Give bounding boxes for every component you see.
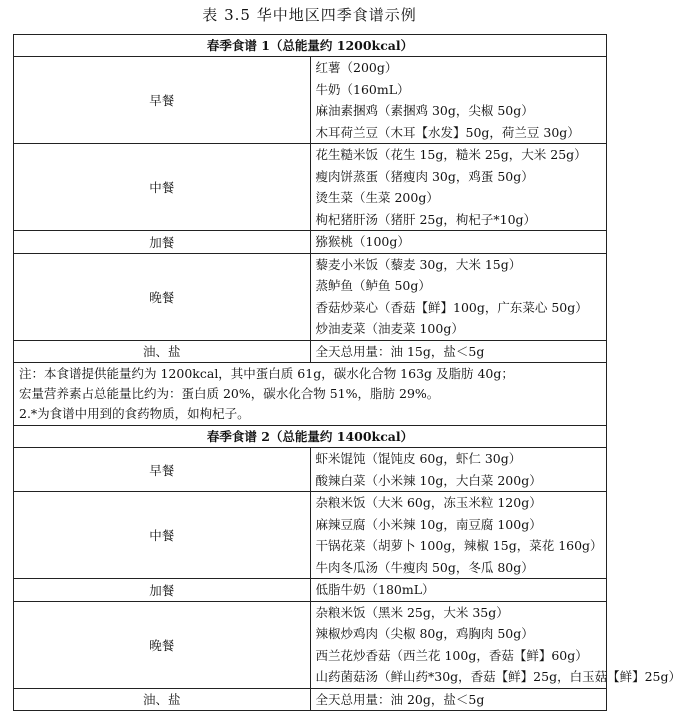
meal-item: 花生糙米饭（花生 15g，糙米 25g，大米 25g） xyxy=(315,147,587,162)
meal-item: 杂粮米饭（大米 60g，冻玉米粒 120g） xyxy=(315,495,542,510)
meal-name: 加餐 xyxy=(14,579,311,602)
meal-item: 藜麦小米饭（藜麦 30g，大米 15g） xyxy=(315,256,522,272)
note-line: 注：本食谱提供能量约为 1200kcal，其中蛋白质 61g，碳水化合物 163g 及脂肪 40g； xyxy=(19,366,514,381)
meal-items xyxy=(310,340,607,363)
meal-item: 麻油素捆鸡（素捆鸡 30g，尖椒 50g） xyxy=(315,103,534,118)
meal-name: 晚餐 xyxy=(14,601,311,688)
meal-name: 早餐 xyxy=(14,57,311,144)
meal-name: 早餐 xyxy=(14,448,311,492)
meal-item: 杂粮米饭（黑米 25g，大米 35g） xyxy=(315,604,509,620)
meal-items xyxy=(310,144,607,231)
meal-item: 猕猴桃（100g） xyxy=(315,234,410,249)
meal-items xyxy=(310,231,607,254)
meal-item: 辣椒炒鸡肉（尖椒 80g，鸡胸肉 50g） xyxy=(315,626,534,641)
menu-table xyxy=(13,34,681,711)
meal-row xyxy=(14,601,607,688)
meal-item: 虾米馄饨（馄饨皮 60g，虾仁 30g） xyxy=(315,451,522,466)
meal-items xyxy=(310,492,607,579)
meal-item: 烫生菜（生菜 200g） xyxy=(315,190,439,205)
meal-name: 油、盐 xyxy=(14,340,311,363)
meal-name: 中餐 xyxy=(14,144,311,231)
note-line: 宏量营养素占总能量比约为：蛋白质 20%，碳水化合物 51%，脂肪 29%。 xyxy=(19,386,440,401)
meal-items xyxy=(310,688,607,711)
meal-item: 麻辣豆腐（小米辣 10g，南豆腐 100g） xyxy=(315,516,542,532)
meal-item: 枸杞猪肝汤（猪肝 25g，枸杞子*10g） xyxy=(315,211,537,227)
meal-item: 木耳荷兰豆（木耳【水发】50g，荷兰豆 30g） xyxy=(315,124,580,140)
meal-item: 全天总用量：油 15g，盐＜5g xyxy=(315,343,485,359)
meal-row xyxy=(14,231,607,254)
meal-item: 干锅花菜（胡萝卜 100g，辣椒 15g，菜花 160g） xyxy=(315,538,603,553)
meal-item: 蒸鲈鱼（鲈鱼 50g） xyxy=(315,278,431,293)
meal-item: 山药菌菇汤（鲜山药*30g，香菇【鲜】25g，白玉菇【鲜】25g） xyxy=(315,669,681,684)
menu-notes xyxy=(14,363,607,426)
meal-item: 全天总用量：油 20g，盐＜5g xyxy=(315,691,485,707)
menu-header: 春季食谱 1（总能量约 1200kcal） xyxy=(14,35,607,57)
meal-name: 加餐 xyxy=(14,231,311,254)
meal-items xyxy=(310,448,607,492)
meal-name: 油、盐 xyxy=(14,688,311,711)
meal-items xyxy=(310,57,607,144)
meal-item: 牛奶（160mL） xyxy=(315,81,410,97)
meal-row xyxy=(14,253,607,340)
meal-item: 炒油麦菜（油麦菜 100g） xyxy=(315,321,464,336)
meal-item: 西兰花炒香菇（西兰花 100g，香菇【鲜】60g） xyxy=(315,647,588,663)
note-line: 2.*为食谱中用到的食药物质，如枸杞子。 xyxy=(19,406,250,421)
meal-row xyxy=(14,340,607,363)
notes-row xyxy=(14,363,607,426)
meal-item: 红薯（200g） xyxy=(315,60,398,75)
meal-row xyxy=(14,448,607,492)
meal-item: 酸辣白菜（小米辣 10g，大白菜 200g） xyxy=(315,472,542,488)
table-title: 表 3.5 华中地区四季食谱示例 xyxy=(202,6,417,24)
meal-items xyxy=(310,253,607,340)
meal-items xyxy=(310,601,681,688)
menu-header: 春季食谱 2（总能量约 1400kcal） xyxy=(14,426,607,448)
meal-row xyxy=(14,579,607,602)
meal-item: 香菇炒菜心（香菇【鲜】100g，广东菜心 50g） xyxy=(315,299,588,315)
meal-row xyxy=(14,144,607,231)
meal-row xyxy=(14,688,607,711)
menu-header-row xyxy=(14,426,607,448)
meal-item: 瘦肉饼蒸蛋（猪瘦肉 30g，鸡蛋 50g） xyxy=(315,168,534,184)
meal-name: 中餐 xyxy=(14,492,311,579)
menu-header-row xyxy=(14,35,607,57)
meal-row xyxy=(14,492,607,579)
meal-row xyxy=(14,57,607,144)
meal-name: 晚餐 xyxy=(14,253,311,340)
meal-item: 牛肉冬瓜汤（牛瘦肉 50g，冬瓜 80g） xyxy=(315,559,534,575)
meal-item: 低脂牛奶（180mL） xyxy=(315,582,435,597)
meal-items xyxy=(310,579,607,602)
